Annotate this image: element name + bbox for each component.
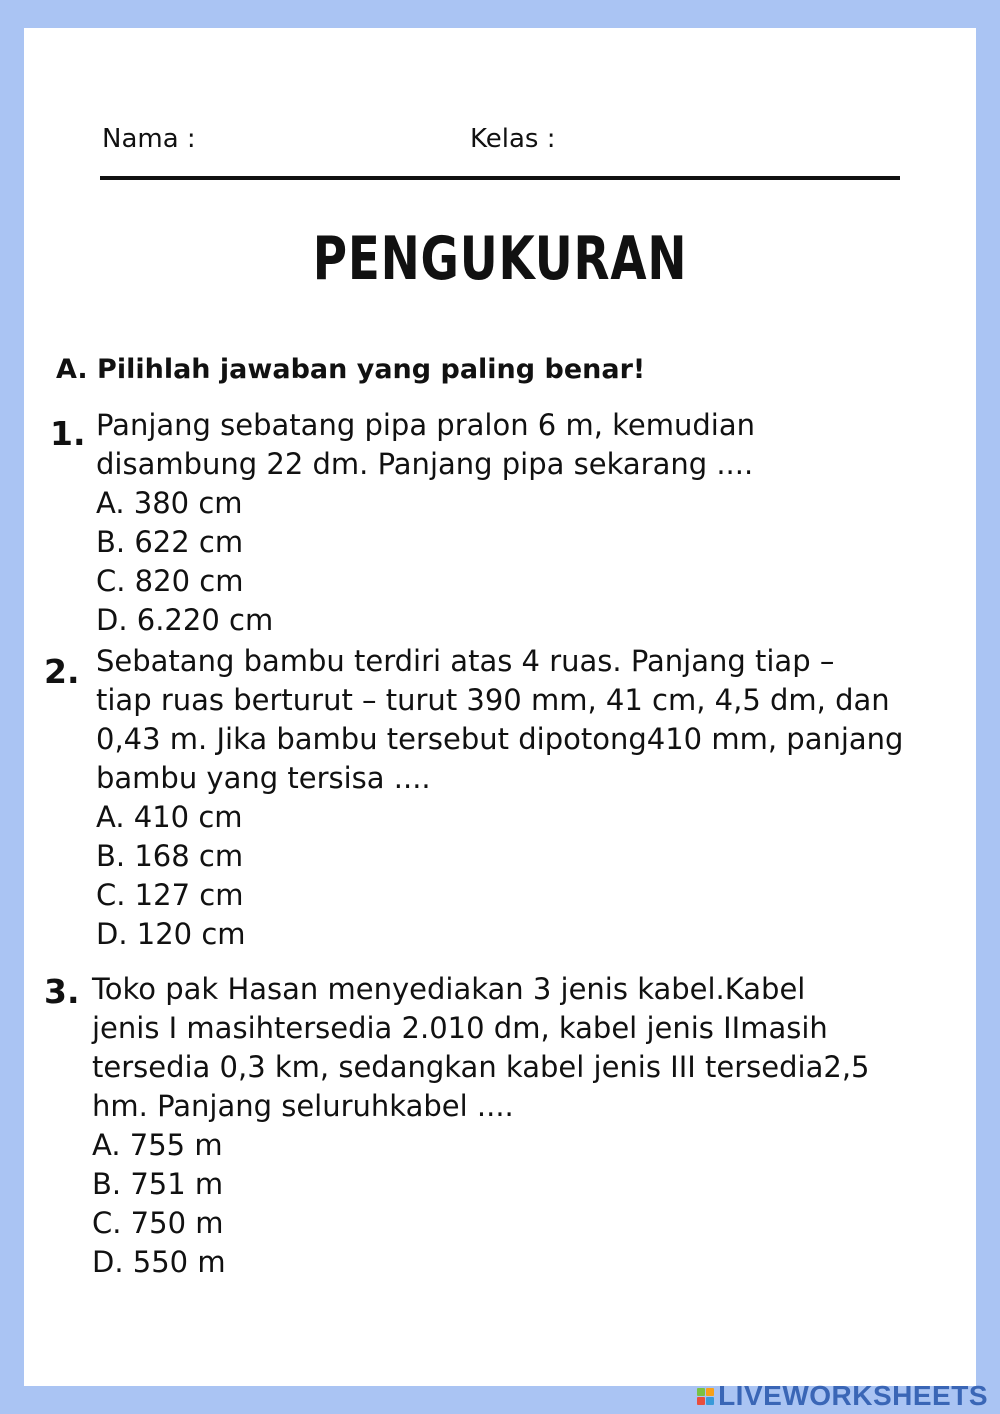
question-line: disambung 22 dm. Panjang pipa sekarang .... <box>96 447 754 481</box>
answer-option-d[interactable]: D. 6.220 cm <box>96 603 274 637</box>
liveworksheets-icon <box>697 1388 714 1405</box>
question-number: 2. <box>44 652 80 691</box>
question-line: Panjang sebatang pipa pralon 6 m, kemudian <box>96 408 756 442</box>
answer-option-a[interactable]: A. 755 m <box>92 1128 223 1162</box>
answer-option-b[interactable]: B. 168 cm <box>96 839 244 873</box>
name-label: Nama : <box>102 124 196 154</box>
header-divider <box>100 176 900 180</box>
section-instruction: A. Pilihlah jawaban yang paling benar! <box>56 354 646 385</box>
answer-option-b[interactable]: B. 622 cm <box>96 525 244 559</box>
liveworksheets-logo[interactable] <box>697 1382 988 1410</box>
question-text <box>96 642 966 954</box>
question-line: Sebatang bambu terdiri atas 4 ruas. Panjang tiap – <box>96 644 835 678</box>
answer-option-c[interactable]: C. 750 m <box>92 1206 224 1240</box>
question-line: bambu yang tersisa .... <box>96 761 431 795</box>
worksheet <box>24 28 976 1386</box>
question-number: 1. <box>50 414 86 453</box>
answer-option-c[interactable]: C. 820 cm <box>96 564 244 598</box>
question-line: 0,43 m. Jika bambu tersebut dipotong410 mm, panjang <box>96 722 904 756</box>
question-line: jenis I masihtersedia 2.010 dm, kabel jenis IImasih <box>92 1011 828 1045</box>
answer-option-a[interactable]: A. 380 cm <box>96 486 243 520</box>
page-title: PENGUKURAN <box>312 224 688 294</box>
question-line: tiap ruas berturut – turut 390 mm, 41 cm, 4,5 dm, dan <box>96 683 890 717</box>
question-text <box>92 970 962 1282</box>
answer-option-d[interactable]: D. 120 cm <box>96 917 246 951</box>
question-line: tersedia 0,3 km, sedangkan kabel jenis III tersedia2,5 <box>92 1050 870 1084</box>
brand-name: LIVEWORKSHEETS <box>718 1380 988 1411</box>
question-line: hm. Panjang seluruhkabel .... <box>92 1089 514 1123</box>
answer-option-c[interactable]: C. 127 cm <box>96 878 244 912</box>
question-number: 3. <box>44 972 80 1011</box>
class-label: Kelas : <box>470 124 556 154</box>
answer-option-b[interactable]: B. 751 m <box>92 1167 224 1201</box>
question-text <box>96 406 966 640</box>
answer-option-a[interactable]: A. 410 cm <box>96 800 243 834</box>
answer-option-d[interactable]: D. 550 m <box>92 1245 226 1279</box>
question-line: Toko pak Hasan menyediakan 3 jenis kabel.Kabel <box>92 972 806 1006</box>
